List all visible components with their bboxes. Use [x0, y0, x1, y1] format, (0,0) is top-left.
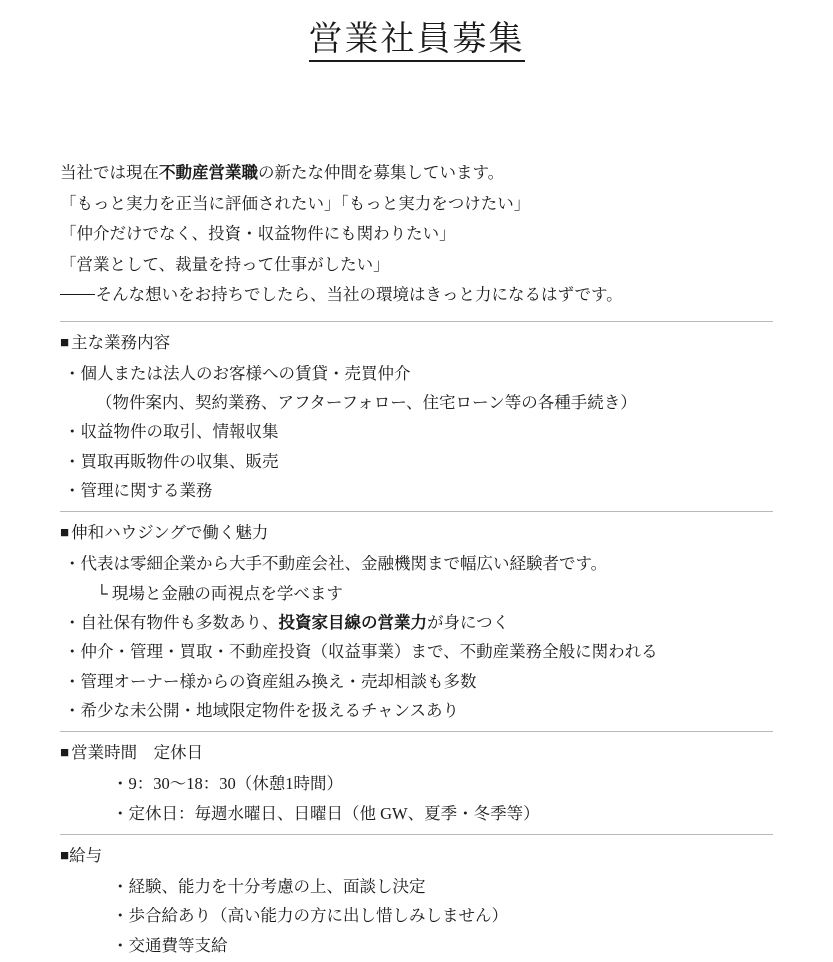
list-item-bold: 投資家目線の営業力: [278, 613, 427, 633]
square-bullet-icon: ■: [60, 334, 70, 351]
list-item-pre: ・自社保有物件も多数あり、: [64, 613, 279, 633]
list-item: ・管理オーナー様からの資産組み換え・売却相談も多数: [64, 671, 477, 691]
list-item-post: が身につく: [427, 613, 510, 633]
square-bullet-icon: ■: [60, 848, 70, 865]
list-item: ・希少な未公開・地域限定物件を扱えるチャンスあり: [64, 701, 460, 721]
page-title: [0, 18, 833, 62]
page-title-text: 営業社員募集: [309, 21, 525, 62]
section-salary: [60, 834, 773, 960]
list-item: ・買取再販物件の収集、販売: [64, 451, 279, 471]
section-heading-text: 営業時間 定休日: [71, 743, 204, 763]
list-item: ・個人または法人のお客様への賃貸・売買仲介: [64, 363, 411, 383]
list-item: （物件案内、契約業務、アフターフォロー、住宅ローン等の各種手続き）: [96, 393, 637, 412]
section-heading: [60, 842, 773, 871]
list-item: ・仲介・管理・買取・不動産投資（収益事業）まで、不動産業務全般に関われる: [64, 642, 658, 662]
intro-spacer: [60, 311, 773, 315]
section-item-list: [60, 359, 773, 506]
section-heading: [60, 329, 773, 358]
document-body: [60, 158, 773, 960]
intro-line-1-bold: 不動産営業職: [159, 163, 258, 183]
section-item-list: [60, 872, 773, 960]
section-work-appeal: [60, 511, 773, 725]
section-heading-text: 伸和ハウジングで働く魅力: [71, 523, 269, 543]
intro-line-1-pre: 当社では現在: [60, 163, 159, 183]
intro-line-4: 「営業として、裁量を持って仕事がしたい」: [60, 254, 390, 274]
intro-line-3: 「仲介だけでなく、投資・収益物件にも関わりたい」: [60, 224, 456, 244]
list-item: ・収益物件の取引、情報収集: [64, 422, 279, 442]
list-item: ・経験、能力を十分考慮の上、面談し決定: [112, 876, 426, 896]
section-item-list: [60, 549, 773, 725]
section-main-duties: [60, 321, 773, 506]
intro-paragraph: [60, 158, 773, 311]
list-item: ・交通費等支給: [112, 935, 228, 955]
intro-line-2: 「もっと実力を正当に評価されたい」「もっと実力をつけたい」: [60, 193, 531, 213]
square-bullet-icon: ■: [60, 525, 70, 542]
section-business-hours: [60, 731, 773, 828]
intro-line-1-post: の新たな仲間を募集しています。: [258, 163, 505, 183]
intro-line-1: [60, 158, 773, 189]
intro-line-5: [60, 280, 773, 311]
list-item: [60, 608, 773, 637]
list-item: ・9：30〜18：30（休憩1時間）: [112, 774, 343, 794]
section-heading: [60, 519, 773, 548]
square-bullet-icon: ■: [60, 745, 70, 762]
list-item: └ 現場と金融の両視点を学べます: [96, 583, 343, 603]
em-dash-rule: [60, 294, 95, 295]
section-heading-text: 給与: [69, 846, 103, 866]
intro-line-5-text: そんな想いをお持ちでしたら、当社の環境はきっと力になるはずです。: [95, 285, 623, 305]
list-item: ・定休日：毎週水曜日、日曜日（他 GW、夏季・冬季等）: [112, 803, 540, 823]
document-page: [0, 18, 833, 962]
section-item-list: [60, 769, 773, 828]
list-item: ・歩合給あり（高い能力の方に出し惜しみしません）: [112, 906, 508, 926]
list-item: ・管理に関する業務: [64, 481, 213, 501]
section-heading: [60, 739, 773, 768]
section-heading-text: 主な業務内容: [71, 332, 171, 352]
list-item: ・代表は零細企業から大手不動産会社、金融機関まで幅広い経験者です。: [64, 554, 608, 574]
